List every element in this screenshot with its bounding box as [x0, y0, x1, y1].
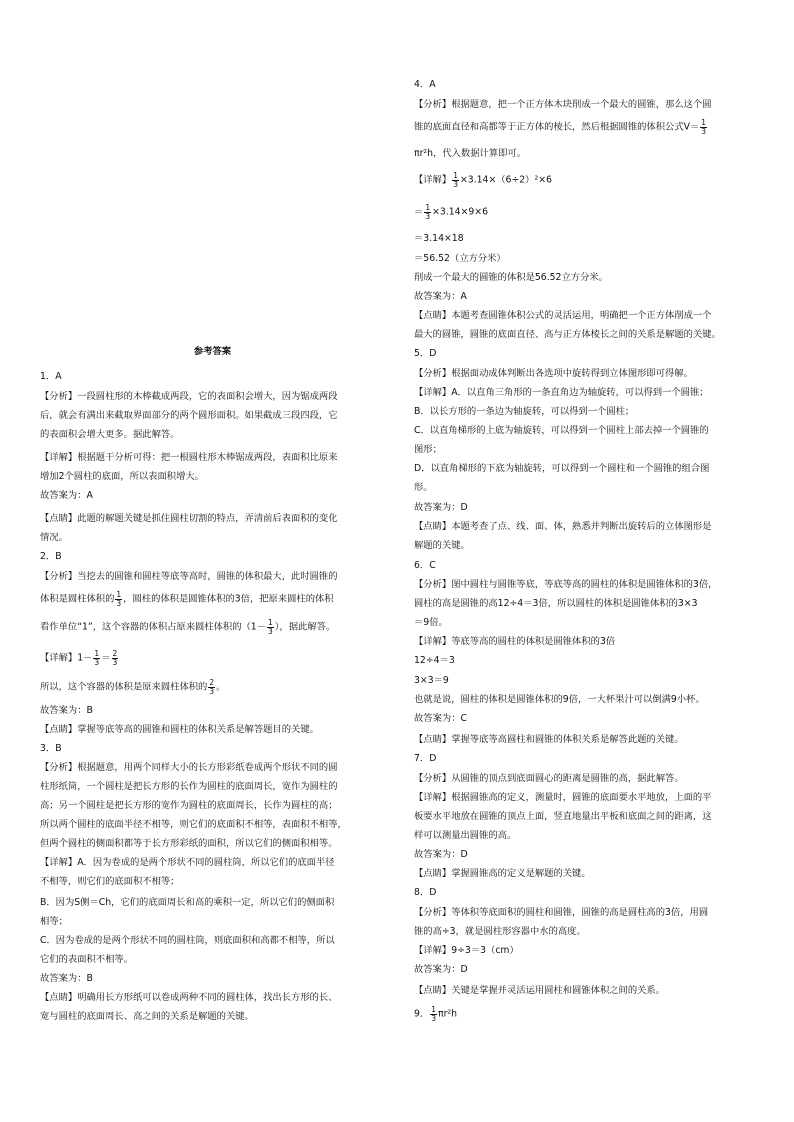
text-segment: 【点睛】掌握圆锥高的定义是解题的关键。 — [414, 868, 591, 879]
text-line — [40, 409, 385, 422]
text-line — [40, 723, 385, 736]
text-segment: 看作单位“1”，这个容器的体积占原来圆柱体积的（1－ — [40, 621, 266, 633]
text-line — [40, 531, 385, 544]
text-segment: 故答案为：B — [40, 973, 93, 984]
text-line — [414, 98, 759, 111]
text-line — [414, 616, 759, 629]
text-segment: 也就是说，圆柱的体积是圆锥体积的9倍，一大杯果汁可以倒满9小杯。 — [414, 694, 705, 705]
text-line — [40, 1010, 385, 1023]
fraction-numerator: 1 — [431, 1006, 436, 1014]
text-line — [414, 309, 759, 322]
text-line — [40, 915, 385, 928]
text-line — [40, 953, 385, 966]
text-segment: 高；另一个圆柱是把长方形的宽作为圆柱的底面周长，长作为圆柱的高； — [40, 800, 338, 811]
text-segment: 【分析】根据题意，把一个正方体木块削成一个最大的圆锥，那么这个圆 — [414, 99, 712, 110]
text-segment: D．以直角梯形的下底为轴旋转，可以得到一个圆柱和一个圆锥的组合图 — [414, 463, 710, 474]
text-segment: 【详解】A．因为卷成的是两个形状不同的圆柱筒，所以它们的底面半径 — [40, 857, 335, 868]
fraction-denominator: 3 — [112, 657, 118, 666]
fraction-numerator: 2 — [112, 650, 118, 658]
text-line — [414, 204, 759, 220]
text-line — [40, 818, 385, 831]
text-line — [414, 78, 759, 91]
fraction-denominator: 3 — [701, 126, 707, 135]
fraction — [424, 204, 431, 220]
text-segment: 故答案为：D — [414, 849, 468, 860]
text-line — [414, 674, 759, 687]
text-line — [40, 742, 385, 755]
text-line — [414, 367, 759, 380]
text-segment: 4．A — [414, 79, 436, 90]
text-segment: 【详解】根据圆锥高的定义，测量时，圆锥的底面要水平地放，上面的平 — [414, 792, 712, 803]
text-line — [40, 837, 385, 850]
text-segment: ＝ — [101, 652, 111, 664]
text-segment: 【点睛】此题的解题关键是抓住圆柱切割的特点，弄清前后表面积的变化 — [40, 513, 338, 524]
text-line — [414, 520, 759, 533]
text-line — [414, 232, 759, 245]
text-line — [414, 424, 759, 437]
text-segment: B．因为S侧＝Ch，它们的底面周长和高的乘积一定，所以它们的侧面积 — [40, 897, 335, 908]
text-segment: 宽与圆柱的底面周长、高之间的关系是解题的关键。 — [40, 1011, 254, 1022]
text-segment: 后，就会有满出来截取界面部分的两个圆形面积。如果截成三段四段，它 — [40, 410, 338, 421]
text-line — [414, 906, 759, 919]
text-segment: 体积是圆柱体积的 — [40, 593, 115, 605]
text-line — [414, 712, 759, 725]
text-segment: 【点睛】明确用长方形纸可以卷成两种不同的圆柱体，找出长方形的长、 — [40, 992, 338, 1003]
text-segment: ×3.14×9×6 — [432, 206, 488, 218]
text-line — [40, 704, 385, 717]
text-segment: 【详解】A．以直角三角形的一条直角边为轴旋转，可以得到一个圆锥； — [414, 387, 709, 398]
text-line — [414, 886, 759, 899]
text-segment: 【分析】根据面动成体判断出各选项中旋转得到立体图形即可得解。 — [414, 368, 693, 379]
text-line — [414, 772, 759, 785]
text-line — [414, 654, 759, 667]
text-line — [414, 119, 759, 135]
text-segment: B．以长方形的一条边为轴旋转，可以得到一个圆柱； — [414, 406, 635, 417]
fraction — [430, 1006, 437, 1022]
text-segment: C．以直角梯形的上底为轴旋转，可以得到一个圆柱上部去掉一个圆锥的 — [414, 425, 709, 436]
text-line — [414, 867, 759, 880]
text-line — [414, 539, 759, 552]
text-line — [414, 386, 759, 399]
text-segment: 7．D — [414, 753, 437, 764]
fraction — [700, 119, 707, 135]
text-line — [414, 848, 759, 861]
text-line — [414, 693, 759, 706]
text-segment: 8．D — [414, 887, 437, 898]
text-segment: ），据此解答。 — [274, 621, 336, 633]
text-segment: 【详解】等底等高的圆柱的体积是圆锥体积的3倍 — [414, 636, 616, 647]
text-segment: 样可以测量出圆锥的高。 — [414, 830, 517, 841]
text-segment: 柱形纸筒，一个圆柱是把长方形的长作为圆柱的底面周长，宽作为圆柱的 — [40, 781, 338, 792]
text-segment: 【分析】一段圆柱形的木棒截成两段，它的表面积会增大，因为锯成两段 — [40, 391, 338, 402]
text-segment: 【分析】根据题意，用两个同样大小的长方形彩纸卷成两个形状不同的圆 — [40, 762, 338, 773]
text-segment: 【点睛】本题考查圆锥体积公式的灵活运用，明确把一个正方体削成一个 — [414, 310, 712, 321]
text-line — [414, 271, 759, 284]
text-segment: 的表面积会增大更多。据此解答。 — [40, 429, 180, 440]
fraction-denominator: 3 — [268, 626, 273, 635]
text-segment: 锥的高÷3，就是圆柱形容器中水的高度。 — [414, 926, 586, 937]
text-line — [414, 829, 759, 842]
fraction-numerator: 2 — [209, 679, 215, 687]
text-segment: 参考答案 — [193, 346, 232, 357]
text-segment: 板要水平地放在圆锥的顶点上面，竖直地量出平板和底面之间的距离，这 — [414, 811, 712, 822]
text-line — [414, 791, 759, 804]
text-line — [414, 559, 759, 572]
text-segment: ×3.14×（6÷2）²×6 — [459, 174, 552, 186]
text-segment: 故答案为：C — [414, 713, 467, 724]
text-segment: 故答案为：A — [40, 490, 93, 501]
text-segment: 【分析】图中圆柱与圆锥等底，等底等高的圆柱的体积是圆锥体积的3倍， — [414, 579, 718, 590]
text-line — [40, 512, 385, 525]
text-line — [414, 290, 759, 303]
text-line — [40, 761, 385, 774]
text-segment: 2．B — [40, 551, 62, 562]
text-line — [414, 147, 759, 160]
fraction-denominator: 3 — [209, 686, 215, 695]
text-segment: 【详解】根据题干分析可得：把一根圆柱形木棒锯成两段，表面积比原来 — [40, 452, 338, 463]
text-line — [414, 252, 759, 265]
text-line — [414, 733, 759, 746]
text-line — [40, 972, 385, 985]
text-segment: 锥的底面直径和高都等于正方体的棱长，然后根据圆锥的体积公式V＝ — [414, 121, 700, 133]
text-segment: 【点睛】掌握等底等高的圆锥和圆柱的体积关系是解答题目的关键。 — [40, 724, 319, 735]
text-segment: 相等； — [40, 916, 68, 927]
text-segment: 它们的表面积不相等。 — [40, 954, 133, 965]
text-line — [40, 679, 385, 695]
fraction-numerator: 1 — [701, 119, 707, 127]
text-segment: 圆柱的高是圆锥的高12÷4＝3倍，所以圆柱的体积是圆锥体积的3×3 — [414, 598, 698, 609]
text-segment: 所以两个圆柱的底面半径不相等，则它们的底面积不相等，表面积不相等， — [40, 819, 347, 830]
text-segment: 削成一个最大的圆锥的体积是56.52立方分米。 — [414, 272, 608, 283]
text-segment: ＝9倍。 — [414, 617, 448, 628]
text-segment: πr²h — [438, 1008, 458, 1020]
fraction-numerator: 1 — [268, 619, 273, 627]
text-segment: 9． — [414, 1008, 430, 1020]
text-line — [414, 963, 759, 976]
fraction-numerator: 1 — [116, 591, 122, 599]
fraction-denominator: 3 — [431, 1013, 436, 1022]
text-line — [40, 390, 385, 403]
text-segment: 5．D — [414, 348, 437, 359]
fraction — [93, 650, 100, 666]
text-line — [40, 489, 385, 502]
text-line — [414, 347, 759, 360]
text-segment: 【分析】等体积等底面积的圆柱和圆锥，圆锥的高是圆柱高的3倍，用圆 — [414, 907, 709, 918]
text-line — [414, 405, 759, 418]
text-segment: 【详解】 — [414, 174, 452, 186]
fraction-denominator: 3 — [94, 657, 100, 666]
text-line — [414, 925, 759, 938]
text-segment: 。 — [216, 681, 226, 693]
text-segment: 解题的关键。 — [414, 540, 470, 551]
text-line — [414, 597, 759, 610]
text-segment: 故答案为：A — [414, 291, 467, 302]
text-line — [40, 799, 385, 812]
fraction — [452, 172, 459, 188]
text-segment: 故答案为：D — [414, 964, 468, 975]
text-segment: 【详解】9÷3＝3（cm） — [414, 945, 519, 956]
text-line — [40, 470, 385, 483]
text-segment: 【点睛】掌握等底等高圆柱和圆锥的体积关系是解答此题的关键。 — [414, 734, 684, 745]
text-segment: 增加2个圆柱的底面，所以表面积增大。 — [40, 471, 204, 482]
text-segment: 3．B — [40, 743, 62, 754]
fraction — [112, 650, 119, 666]
text-line — [40, 428, 385, 441]
text-line — [414, 501, 759, 514]
text-line — [414, 984, 759, 997]
fraction-denominator: 3 — [425, 211, 431, 220]
text-line — [414, 328, 759, 341]
text-segment: C．因为卷成的是两个形状不同的圆柱筒，则底面积和高都不相等，所以 — [40, 935, 335, 946]
text-line — [40, 619, 385, 635]
text-segment: 1．A — [40, 371, 62, 382]
text-segment: 形。 — [414, 482, 433, 493]
text-segment: 故答案为：D — [414, 502, 468, 513]
text-line — [414, 1006, 759, 1022]
fraction — [115, 591, 122, 607]
fraction-numerator: 1 — [453, 172, 458, 180]
fraction-numerator: 1 — [94, 650, 100, 658]
text-line — [40, 570, 385, 583]
text-line — [414, 752, 759, 765]
text-line — [414, 810, 759, 823]
text-line — [40, 780, 385, 793]
text-line — [40, 451, 385, 464]
fraction — [208, 679, 215, 695]
text-segment: 3×3＝9 — [414, 675, 449, 686]
text-line — [414, 635, 759, 648]
fraction — [267, 619, 274, 635]
text-segment: 情况。 — [40, 532, 68, 543]
text-segment: 但两个圆柱的侧面积都等于长方形彩纸的面积，所以它们的侧面积相等。 — [40, 838, 338, 849]
text-segment: 故答案为：B — [40, 705, 93, 716]
text-segment: 图形； — [414, 444, 442, 455]
fraction-denominator: 3 — [116, 598, 122, 607]
text-line — [40, 991, 385, 1004]
text-segment: πr²h，代入数据计算即可。 — [414, 148, 527, 159]
text-segment: 12÷4＝3 — [414, 655, 455, 666]
text-segment: ，圆柱的体积是圆锥体积的3倍，把原来圆柱的体积 — [123, 593, 334, 605]
section-title — [40, 345, 385, 358]
text-segment: 【点睛】关键是掌握并灵活运用圆柱和圆锥体积之间的关系。 — [414, 985, 666, 996]
text-segment: 【详解】1－ — [40, 652, 93, 664]
text-segment: 所以，这个容器的体积是原来圆柱体积的 — [40, 681, 208, 693]
fraction-denominator: 3 — [453, 179, 458, 188]
text-segment: 6．C — [414, 560, 436, 571]
text-line — [414, 172, 759, 188]
text-line — [414, 443, 759, 456]
text-segment: ＝56.52（立方分米） — [414, 253, 506, 264]
text-segment: 【分析】当挖去的圆锥和圆柱等底等高时，圆锥的体积最大，此时圆锥的 — [40, 571, 338, 582]
text-segment: ＝3.14×18 — [414, 233, 464, 244]
text-line — [40, 591, 385, 607]
text-line — [414, 944, 759, 957]
text-line — [40, 550, 385, 563]
text-line — [414, 462, 759, 475]
text-segment: 最大的圆锥，圆锥的底面直径、高与正方体棱长之间的关系是解题的关键。 — [414, 329, 721, 340]
text-line — [414, 481, 759, 494]
text-segment: 不相等，则它们的底面积不相等； — [40, 876, 180, 887]
text-segment: 【分析】从圆锥的顶点到底面圆心的距离是圆锥的高，据此解答。 — [414, 773, 684, 784]
text-segment: ＝ — [414, 206, 424, 218]
text-line — [40, 934, 385, 947]
text-line — [40, 896, 385, 909]
fraction-numerator: 1 — [425, 204, 431, 212]
text-line — [40, 856, 385, 869]
text-line — [40, 370, 385, 383]
text-segment: 【点睛】本题考查了点、线、面、体，熟悉并判断出旋转后的立体图形是 — [414, 521, 712, 532]
text-line — [414, 578, 759, 591]
text-line — [40, 875, 385, 888]
text-line — [40, 650, 385, 666]
